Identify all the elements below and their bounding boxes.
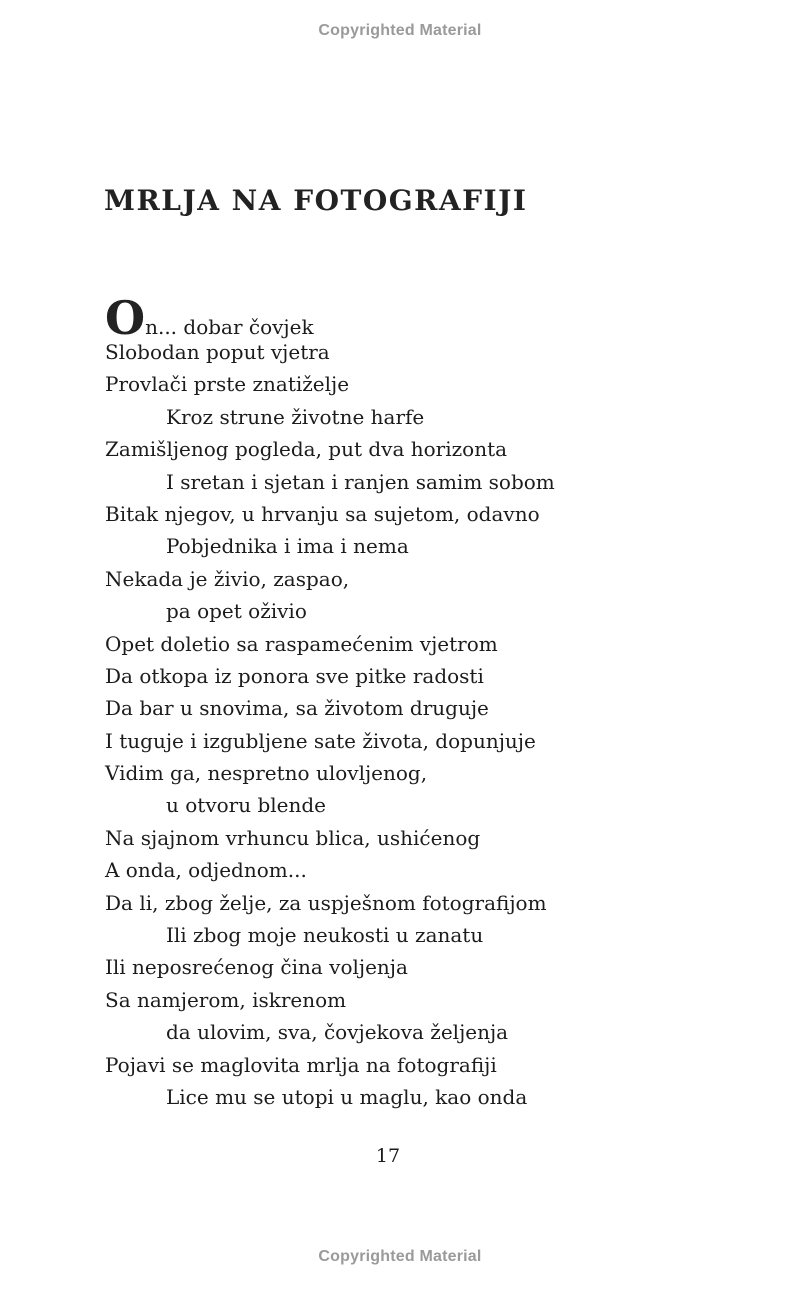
- poem-line: Pojavi se maglovita mrlja na fotografiji: [105, 1052, 497, 1077]
- poem-line: A onda, odjednom...: [105, 858, 307, 883]
- poem-line: Nekada je živio, zaspao,: [105, 566, 350, 591]
- poem-line-indented: Lice mu se utopi u maglu, kao onda: [166, 1084, 528, 1109]
- poem-line: Sa namjerom, iskrenom: [105, 987, 347, 1012]
- poem-line: Ili neposrećenog čina voljenja: [105, 955, 408, 980]
- poem-line: Vidim ga, nespretno ulovljenog,: [105, 761, 428, 786]
- poem-line: Opet doletio sa raspamećenim vjetrom: [105, 631, 498, 656]
- poem-line-indented: Pobjednika i ima i nema: [166, 534, 409, 559]
- poem-line-text: n... dobar čovjek: [145, 315, 314, 339]
- poem-line-indented: Ili zbog moje neukosti u zanatu: [166, 923, 484, 948]
- poem-line: I tuguje i izgubljene sate života, dopunjuje: [105, 728, 536, 753]
- poem-line: Provlači prste znatiželje: [105, 372, 350, 397]
- poem-line: Na sjajnom vrhuncu blica, ushićenog: [105, 825, 481, 850]
- poem-line: Da bar u snovima, sa životom druguje: [105, 696, 489, 721]
- poem-line: Da otkopa iz ponora sve pitke radosti: [105, 663, 484, 688]
- copyright-watermark-bottom: Copyrighted Material: [318, 1248, 482, 1265]
- poem-line: Da li, zbog želje, za uspješnom fotografijom: [105, 890, 547, 915]
- poem-line-indented: Kroz strune životne harfe: [166, 404, 425, 429]
- drop-cap: O: [105, 291, 146, 345]
- poem-line-indented: pa opet oživio: [166, 599, 307, 624]
- poem-line-indented: da ulovim, sva, čovjekova željenja: [166, 1020, 509, 1045]
- poem-line: [105, 291, 745, 345]
- poem-line: Slobodan poput vjetra: [105, 340, 330, 364]
- copyright-watermark-top: Copyrighted Material: [318, 22, 482, 39]
- poem-line-indented: I sretan i sjetan i ranjen samim sobom: [166, 469, 555, 494]
- page-number: 17: [375, 1145, 401, 1167]
- poem-body: [105, 291, 745, 1113]
- poem-title: MRLJA NA FOTOGRAFIJI: [104, 184, 528, 217]
- poem-line: Zamišljenog pogleda, put dva horizonta: [105, 437, 508, 462]
- poem-line-indented: u otvoru blende: [166, 793, 327, 818]
- poem-line: Bitak njegov, u hrvanju sa sujetom, odavno: [105, 501, 540, 526]
